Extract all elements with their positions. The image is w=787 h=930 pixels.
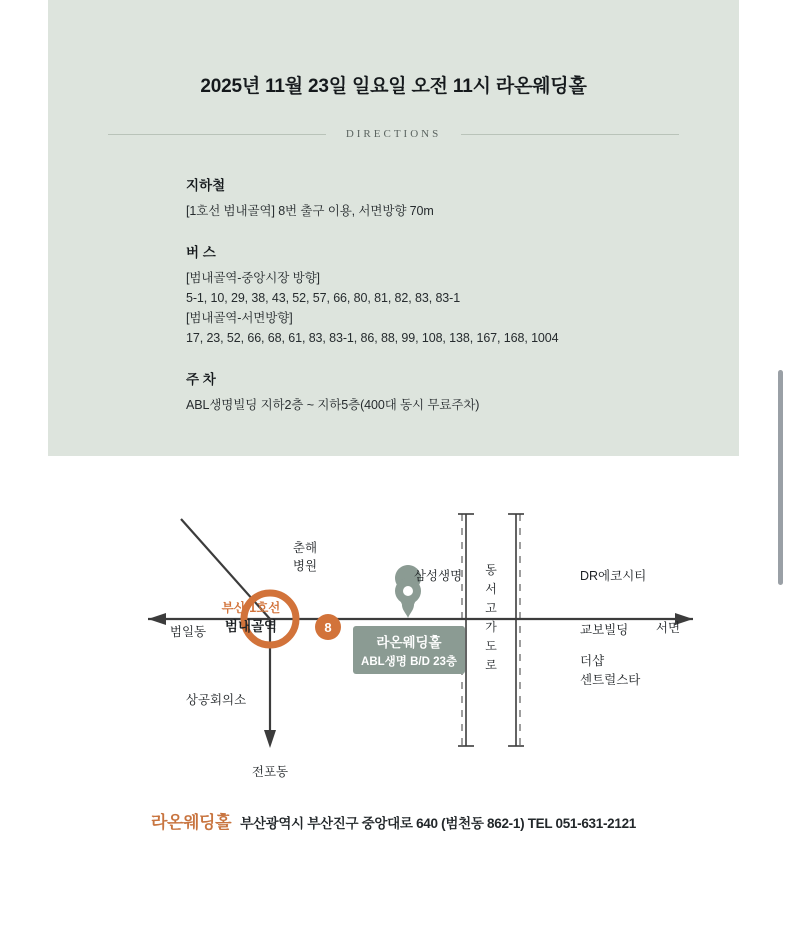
map-label-station: 범내골역	[224, 619, 278, 634]
directions-heading	[108, 122, 679, 146]
map-exit-number: 8	[324, 620, 332, 635]
section-subway	[186, 174, 706, 221]
section-title: 지하철	[186, 178, 226, 193]
directions-panel	[48, 0, 739, 456]
section-bus	[186, 241, 706, 348]
directions-label: DIRECTIONS	[345, 128, 442, 140]
map-label-dongseo-3: 고	[485, 601, 497, 615]
map-label-seomyeon: 서면	[655, 621, 681, 635]
map-label-jeonpodong: 전포동	[251, 765, 289, 779]
section-line: 5-1, 10, 29, 38, 43, 52, 57, 66, 80, 81, 82, 83, 83-1	[186, 291, 461, 305]
section-parking	[186, 368, 706, 415]
section-line: ABL생명빌딩 지하2층 ~ 지하5층(400대 동시 무료주차)	[186, 398, 480, 412]
directions-sections	[186, 174, 706, 435]
page-scrollbar[interactable]	[778, 370, 783, 585]
map-label-venue-name: 라온웨딩홀	[376, 635, 442, 650]
venue-brand: 라온웨딩홀	[150, 813, 232, 832]
section-title: 주 차	[186, 372, 216, 387]
map-label-chunhae-2: 병원	[292, 559, 318, 573]
map-label-dr-ecocity: DR에코시티	[580, 569, 647, 583]
map-label-beomildong: 범일동	[169, 625, 207, 639]
divider-left	[108, 134, 326, 135]
event-title: 2025년 11월 23일 일요일 오전 11시 라온웨딩홀	[200, 75, 587, 97]
map-label-busan-line: 부산 1호선	[221, 601, 281, 615]
map-image	[48, 456, 739, 806]
section-title: 버 스	[186, 245, 216, 260]
map-label-dongseo-6: 로	[485, 658, 497, 672]
map-label-central-star: 센트럴스타	[580, 673, 641, 687]
section-line: [범내골역-서면방향]	[186, 311, 293, 325]
map-label-dongseo-2: 서	[485, 582, 497, 596]
map-label-venue-sub: ABL생명 B/D 23층	[361, 656, 457, 668]
venue-address: 부산광역시 부산진구 중앙대로 640 (범천동 862-1) TEL 051-631-2121	[240, 816, 636, 831]
map-label-kyobo: 교보빌딩	[580, 623, 629, 637]
divider-right	[461, 134, 679, 135]
map-label-chunhae: 춘해	[292, 541, 318, 555]
map-label-dongseo-5: 도	[485, 639, 497, 653]
map-label-samsung: 삼성생명	[413, 569, 463, 583]
map-label-theshop: 더샵	[580, 654, 605, 668]
section-line: 17, 23, 52, 66, 68, 61, 83, 83-1, 86, 88, 99, 108, 138, 167, 168, 1004	[186, 331, 559, 345]
map-label-dongseo-1: 동	[485, 563, 497, 577]
map-label-dongseo-4: 가	[485, 620, 497, 634]
map-footer	[48, 808, 739, 833]
section-line: [범내골역-중앙시장 방향]	[186, 271, 320, 285]
map-card	[48, 456, 739, 886]
map-label-chamber: 상공회의소	[185, 693, 247, 707]
section-line: [1호선 범내골역] 8번 출구 이용, 서면방향 70m	[186, 204, 434, 218]
